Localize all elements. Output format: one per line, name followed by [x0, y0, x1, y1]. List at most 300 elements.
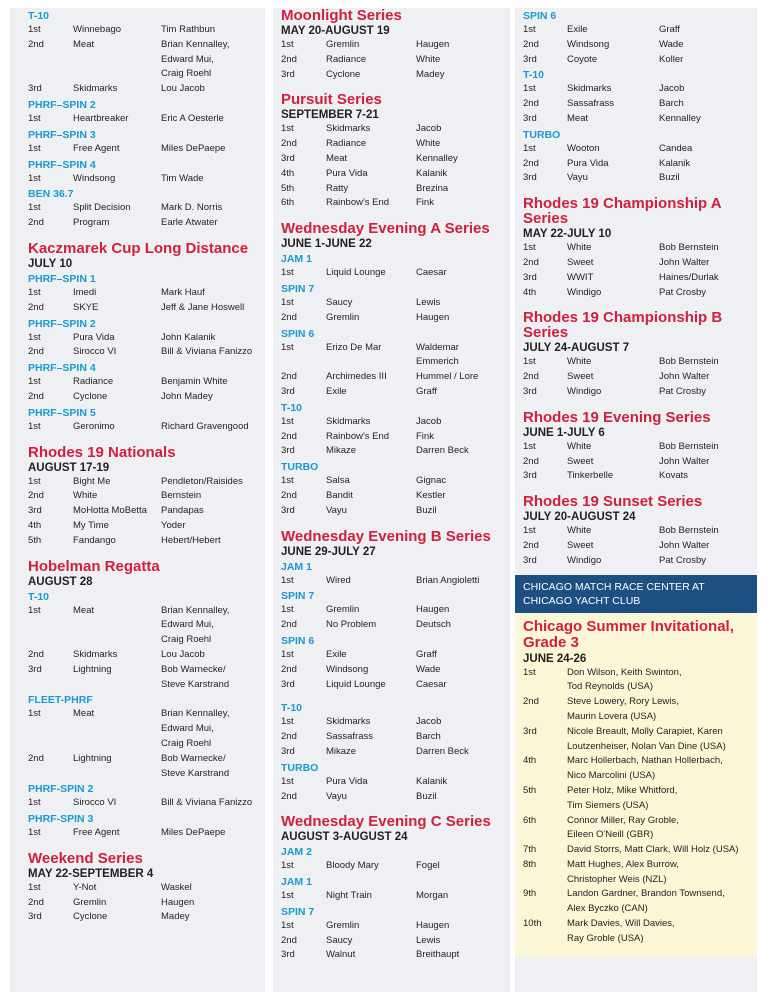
boat-name: Sweet — [567, 455, 594, 467]
skipper-name: Brezina — [416, 182, 449, 194]
place — [523, 710, 567, 725]
place — [523, 769, 567, 784]
result-row — [281, 430, 504, 445]
class-heading: PHRF–SPIN 3 — [28, 128, 96, 141]
boat-name: Sassafrass — [567, 98, 614, 110]
result-row — [28, 722, 259, 737]
place: 1st — [281, 860, 294, 872]
class-heading: T-10 — [523, 69, 545, 82]
result-row — [281, 182, 504, 197]
section-title: Wednesday Evening B Series — [281, 527, 491, 545]
result-row — [523, 286, 751, 301]
boat-name: Pura Vida — [326, 167, 368, 179]
place: 5th — [523, 784, 537, 796]
section-date: MAY 22-JULY 10 — [523, 228, 612, 241]
boat-name: White — [567, 356, 592, 368]
result-row — [281, 889, 504, 904]
section-title: Hobelman Regatta — [28, 557, 160, 575]
place: 1st — [281, 267, 294, 279]
place — [523, 932, 567, 947]
place: 2nd — [523, 157, 539, 169]
boat-name: Liquid Lounge — [326, 267, 386, 279]
class-heading: TURBO — [523, 128, 561, 141]
skipper-name: Fink — [416, 430, 434, 442]
result-row — [28, 881, 259, 896]
place: 1st — [281, 415, 294, 427]
result-row — [281, 311, 504, 326]
skipper-name: Haines/Durlak — [659, 271, 719, 283]
result-row — [523, 554, 751, 569]
boat-name — [73, 618, 161, 633]
result-row — [281, 266, 504, 281]
place: 3rd — [281, 152, 295, 164]
boat-name: Wooton — [567, 142, 600, 154]
place — [523, 680, 567, 695]
result-row — [281, 678, 504, 693]
boat-name: Sweet — [567, 371, 594, 383]
place — [28, 633, 73, 648]
results-section — [523, 196, 751, 300]
result-row — [523, 38, 751, 53]
class-heading: TURBO — [281, 761, 319, 774]
skipper-name: Kennalley — [416, 152, 458, 164]
skipper-name: Fink — [416, 197, 434, 209]
result-row — [281, 68, 504, 83]
skipper-name: Jacob — [659, 83, 685, 95]
place: 1st — [523, 356, 536, 368]
skipper-name: Pat Crosby — [659, 385, 706, 397]
boat-name: Pura Vida — [73, 331, 115, 343]
place: 3rd — [28, 911, 42, 923]
class-heading: BEN 36.7 — [28, 188, 74, 201]
boat-name: Archimedes III — [326, 371, 387, 383]
place: 9th — [523, 888, 537, 900]
result-row — [28, 504, 259, 519]
boat-name: Saucy — [326, 296, 353, 308]
boat-name: Lightning — [73, 752, 112, 764]
result-row — [523, 241, 751, 256]
result-row — [281, 859, 504, 874]
boat-name: Sassafrass — [326, 731, 373, 743]
skipper-name: Graff — [416, 648, 437, 660]
section-date: JULY 20-AUGUST 24 — [523, 511, 636, 524]
result-row — [281, 415, 504, 430]
place — [28, 737, 73, 752]
class-heading: JAM 1 — [281, 876, 312, 889]
skipper-name: Jacob — [416, 716, 442, 728]
boat-name: Windigo — [567, 286, 602, 298]
skipper-name: Haugen — [161, 896, 195, 908]
result-row — [281, 775, 504, 790]
section-date: JUNE 1-JULY 6 — [523, 426, 605, 439]
team-names: Steve Lowery, Rory Lewis, — [567, 696, 679, 708]
skipper-name: Wade — [416, 663, 441, 675]
place: 3rd — [523, 725, 537, 737]
skipper-name: Deutsch — [416, 619, 451, 631]
boat-name: Radiance — [326, 53, 367, 65]
results-section — [28, 241, 259, 435]
skipper-name: Yoder — [161, 519, 186, 531]
skipper-name: John Walter — [659, 256, 710, 268]
skipper-name: Darren Beck — [416, 745, 469, 757]
results-section — [281, 221, 504, 518]
skipper-name: Haugen — [416, 604, 450, 616]
place — [28, 678, 73, 693]
boat-name: Windsong — [326, 663, 369, 675]
skipper-name: John Walter — [659, 371, 710, 383]
result-row — [28, 707, 259, 722]
place: 4th — [281, 167, 295, 179]
skipper-name: Tim Rathbun — [161, 24, 216, 35]
skipper-name: Mark D. Norris — [161, 202, 223, 214]
result-row — [28, 475, 259, 490]
place: 10th — [523, 918, 542, 930]
place: 1st — [28, 202, 41, 214]
result-row — [28, 604, 259, 619]
result-row — [281, 370, 504, 385]
result-row — [28, 896, 259, 911]
skipper-name: Brian Kennalley, — [161, 708, 230, 720]
boat-name: Windigo — [567, 385, 602, 397]
place: 3rd — [523, 271, 537, 283]
skipper-name: Buzil — [416, 790, 437, 802]
class-heading: SPIN 7 — [281, 282, 315, 295]
boat-name: Sirocco VI — [73, 797, 117, 809]
boat-name — [73, 737, 161, 752]
boat-name: Ratty — [326, 182, 349, 194]
result-row — [523, 887, 749, 902]
result-row — [28, 767, 259, 782]
section-title: Wednesday Evening A Series — [281, 220, 490, 238]
place: 2nd — [28, 752, 44, 764]
section-date: JULY 10 — [28, 257, 73, 270]
result-row — [281, 53, 504, 68]
skipper-name: Candea — [659, 142, 693, 154]
result-row — [523, 53, 751, 68]
boat-name: Vayu — [567, 172, 588, 184]
place: 2nd — [281, 371, 297, 383]
boat-name: No Problem — [326, 619, 377, 631]
boat-name: Skidmarks — [326, 415, 371, 427]
place: 3rd — [523, 112, 537, 124]
place: 1st — [28, 286, 41, 298]
place: 1st — [523, 440, 536, 452]
section-title: Moonlight Series — [281, 8, 402, 24]
skipper-name: Graff — [659, 24, 680, 35]
place — [523, 799, 567, 814]
result-row — [523, 784, 749, 799]
result-row — [28, 663, 259, 678]
boat-name: Skidmarks — [567, 83, 612, 95]
skipper-name: Bob Bernstein — [659, 242, 719, 254]
result-row — [523, 873, 749, 888]
team-names: Nicole Breault, Molly Carapiet, Karen — [567, 725, 723, 737]
place: 8th — [523, 858, 537, 870]
boat-name: Bloody Mary — [326, 860, 379, 872]
boat-name: Skidmarks — [326, 716, 371, 728]
skipper-name: Miles DePaepe — [161, 142, 226, 154]
result-row — [28, 201, 259, 216]
boat-name: Cyclone — [73, 390, 108, 402]
skipper-name: John Walter — [659, 539, 710, 551]
place: 3rd — [281, 678, 295, 690]
place: 1st — [28, 112, 41, 124]
result-row — [281, 730, 504, 745]
class-heading: JAM 1 — [281, 253, 312, 266]
team-names: Landon Gardner, Brandon Townsend, — [567, 888, 725, 900]
place: 3rd — [523, 470, 537, 482]
column-content — [515, 9, 757, 569]
result-row — [28, 301, 259, 316]
skipper-name: Miles DePaepe — [161, 827, 226, 839]
boat-name: Salsa — [326, 475, 350, 487]
boat-name: Rainbow's End — [326, 197, 390, 209]
boat-name: Cyclone — [73, 911, 108, 923]
skipper-name: Edward Mui, — [161, 723, 214, 735]
section-date: AUGUST 28 — [28, 575, 93, 588]
result-row — [523, 814, 749, 829]
skipper-name: Craig Roehl — [161, 737, 212, 749]
boat-name: Y-Not — [73, 881, 97, 893]
place: 1st — [281, 341, 294, 353]
result-row — [523, 370, 751, 385]
place: 2nd — [523, 696, 539, 708]
team-names: Nico Marcolini (USA) — [567, 770, 656, 782]
place: 2nd — [523, 455, 539, 467]
place: 2nd — [281, 53, 297, 65]
place — [28, 67, 73, 82]
place: 1st — [523, 666, 536, 678]
skipper-name: Jeff & Jane Hoswell — [161, 301, 245, 313]
place: 1st — [281, 123, 294, 135]
result-row — [28, 519, 259, 534]
class-heading: PHRF–SPIN 1 — [28, 272, 96, 285]
class-heading: JAM 1 — [281, 560, 312, 573]
place: 3rd — [281, 445, 295, 457]
place: 1st — [281, 296, 294, 308]
skipper-name: Bob Bernstein — [659, 525, 719, 537]
class-heading: FLEET-PHRF — [28, 694, 93, 707]
boat-name: Free Agent — [73, 142, 120, 154]
place: 3rd — [281, 949, 295, 961]
class-heading: SPIN 7 — [281, 590, 315, 603]
class-heading: PHRF–SPIN 2 — [28, 317, 96, 330]
result-row — [523, 97, 751, 112]
boat-name: Mikaze — [326, 445, 357, 457]
result-row — [523, 917, 749, 932]
result-row — [523, 710, 749, 725]
boat-name: Skidmarks — [73, 648, 118, 660]
place: 4th — [523, 286, 537, 298]
place: 2nd — [523, 539, 539, 551]
boat-name: Meat — [73, 38, 95, 50]
skipper-name: Wade — [659, 38, 684, 50]
skipper-name: John Walter — [659, 455, 710, 467]
place: 2nd — [28, 301, 44, 313]
team-names: Peter Holz, Mike Whitford, — [567, 784, 678, 796]
place: 2nd — [523, 98, 539, 110]
place: 2nd — [28, 217, 44, 229]
place: 2nd — [523, 38, 539, 50]
place: 1st — [523, 24, 536, 35]
result-row — [523, 455, 751, 470]
result-row — [281, 603, 504, 618]
invitational-results — [523, 666, 749, 947]
skipper-name: Richard Gravengood — [161, 420, 249, 432]
result-row — [281, 790, 504, 805]
team-names: Matt Hughes, Alex Burrow, — [567, 858, 679, 870]
skipper-name: Waskel — [161, 881, 192, 893]
result-row — [281, 196, 504, 211]
result-row — [281, 919, 504, 934]
results-section — [281, 8, 504, 82]
boat-name: Exile — [326, 385, 347, 397]
place: 1st — [523, 525, 536, 537]
place: 2nd — [281, 138, 297, 150]
invitational-date: JUNE 24-26 — [523, 652, 587, 665]
boat-name: My Time — [73, 519, 109, 531]
skipper-name: Lou Jacob — [161, 83, 205, 95]
result-row — [281, 474, 504, 489]
results-section — [281, 814, 504, 963]
result-row — [281, 504, 504, 519]
boat-name: Radiance — [73, 376, 114, 388]
boat-name: Bight Me — [73, 475, 111, 487]
results-section — [28, 445, 259, 549]
boat-name: Saucy — [326, 934, 353, 946]
place: 1st — [281, 890, 294, 902]
skipper-name: Pendleton/Raisides — [161, 475, 243, 487]
result-row — [28, 678, 259, 693]
team-names: Tim Siemers (USA) — [567, 799, 649, 811]
place — [28, 618, 73, 633]
skipper-name: Madey — [161, 911, 190, 923]
skipper-name: Breithaupt — [416, 949, 460, 961]
skipper-name: Earle Atwater — [161, 217, 218, 229]
boat-name: White — [73, 490, 98, 502]
skipper-name: Kalanik — [416, 775, 448, 787]
result-row — [523, 680, 749, 695]
result-row — [523, 23, 751, 38]
place: 3rd — [523, 385, 537, 397]
result-row — [523, 740, 749, 755]
boat-name: Radiance — [326, 138, 367, 150]
class-heading: PHRF–SPIN 4 — [28, 158, 96, 171]
skipper-name: Barch — [659, 98, 684, 110]
result-row — [281, 167, 504, 182]
result-row — [523, 799, 749, 814]
class-heading: SPIN 6 — [281, 327, 315, 340]
place: 4th — [523, 755, 537, 767]
results-section — [281, 529, 504, 805]
skipper-name: Kalanik — [659, 157, 691, 169]
skipper-name: Bob Warnecke/ — [161, 663, 226, 675]
place: 2nd — [281, 430, 297, 442]
result-row — [281, 341, 504, 371]
skipper-name: Graff — [416, 385, 437, 397]
place: 1st — [281, 39, 294, 50]
result-row — [281, 948, 504, 963]
skipper-name: Bob Bernstein — [659, 356, 719, 368]
results-section — [28, 559, 259, 841]
result-row — [523, 539, 751, 554]
section-title: Kaczmarek Cup Long Distance — [28, 239, 249, 257]
skipper-name: Hebert/Hebert — [161, 534, 221, 546]
section-date: JUNE 1-JUNE 22 — [281, 238, 372, 251]
skipper-name: Buzil — [659, 172, 680, 184]
boat-name — [73, 67, 161, 82]
results-section — [523, 410, 751, 484]
skipper-name: Morgan — [416, 890, 449, 902]
class-heading: PHRF–SPIN 4 — [28, 362, 96, 375]
boat-name: Lightning — [73, 663, 112, 675]
results-section — [281, 92, 504, 211]
place: 1st — [28, 881, 41, 893]
place — [28, 722, 73, 737]
result-row — [28, 216, 259, 231]
place: 1st — [281, 648, 294, 660]
results-section — [523, 494, 751, 568]
boat-name: Exile — [326, 648, 347, 660]
boat-name: Vayu — [326, 790, 347, 802]
result-row — [28, 82, 259, 97]
place: 2nd — [28, 896, 44, 908]
invitational-title: Chicago Summer Invitational, Grade 3 — [523, 617, 734, 651]
boat-name: Gremlin — [326, 919, 360, 931]
spacer — [281, 692, 504, 700]
section-title: Wednesday Evening C Series — [281, 813, 491, 831]
result-row — [523, 142, 751, 157]
place: 2nd — [281, 489, 297, 501]
class-heading: T-10 — [28, 590, 50, 603]
result-row — [28, 375, 259, 390]
boat-name: White — [567, 440, 592, 452]
skipper-name: Bernstein — [161, 490, 202, 502]
boat-name: Skidmarks — [73, 83, 118, 95]
section-title: Rhodes 19 Championship A Series — [523, 195, 722, 228]
place: 1st — [523, 83, 536, 95]
skipper-name: Koller — [659, 53, 684, 65]
place — [523, 828, 567, 843]
skipper-name: Benjamin White — [161, 376, 228, 388]
result-row — [523, 902, 749, 917]
class-heading: T-10 — [281, 702, 303, 715]
result-row — [28, 534, 259, 549]
place: 3rd — [281, 504, 295, 516]
result-row — [281, 38, 504, 53]
results-column-2 — [273, 8, 510, 992]
skipper-name: Pat Crosby — [659, 554, 706, 566]
result-row — [523, 440, 751, 455]
result-row — [28, 172, 259, 187]
section-date: MAY 22-SEPTEMBER 4 — [28, 867, 154, 880]
section-date: JULY 24-AUGUST 7 — [523, 342, 630, 355]
result-row — [28, 38, 259, 53]
class-heading: PHRF-SPIN 2 — [28, 783, 94, 796]
section-title: Rhodes 19 Sunset Series — [523, 493, 703, 511]
result-row — [28, 633, 259, 648]
result-row — [523, 932, 749, 947]
boat-name: Free Agent — [73, 827, 120, 839]
boat-name: Tinkerbelle — [567, 470, 614, 482]
place: 1st — [28, 708, 41, 720]
skipper-name: Lewis — [416, 296, 441, 308]
skipper-name: Kovats — [659, 470, 689, 482]
skipper-name: Edward Mui, — [161, 619, 214, 631]
section-title: Weekend Series — [28, 849, 143, 867]
skipper-name: Steve Karstrand — [161, 767, 230, 779]
result-row — [281, 122, 504, 137]
